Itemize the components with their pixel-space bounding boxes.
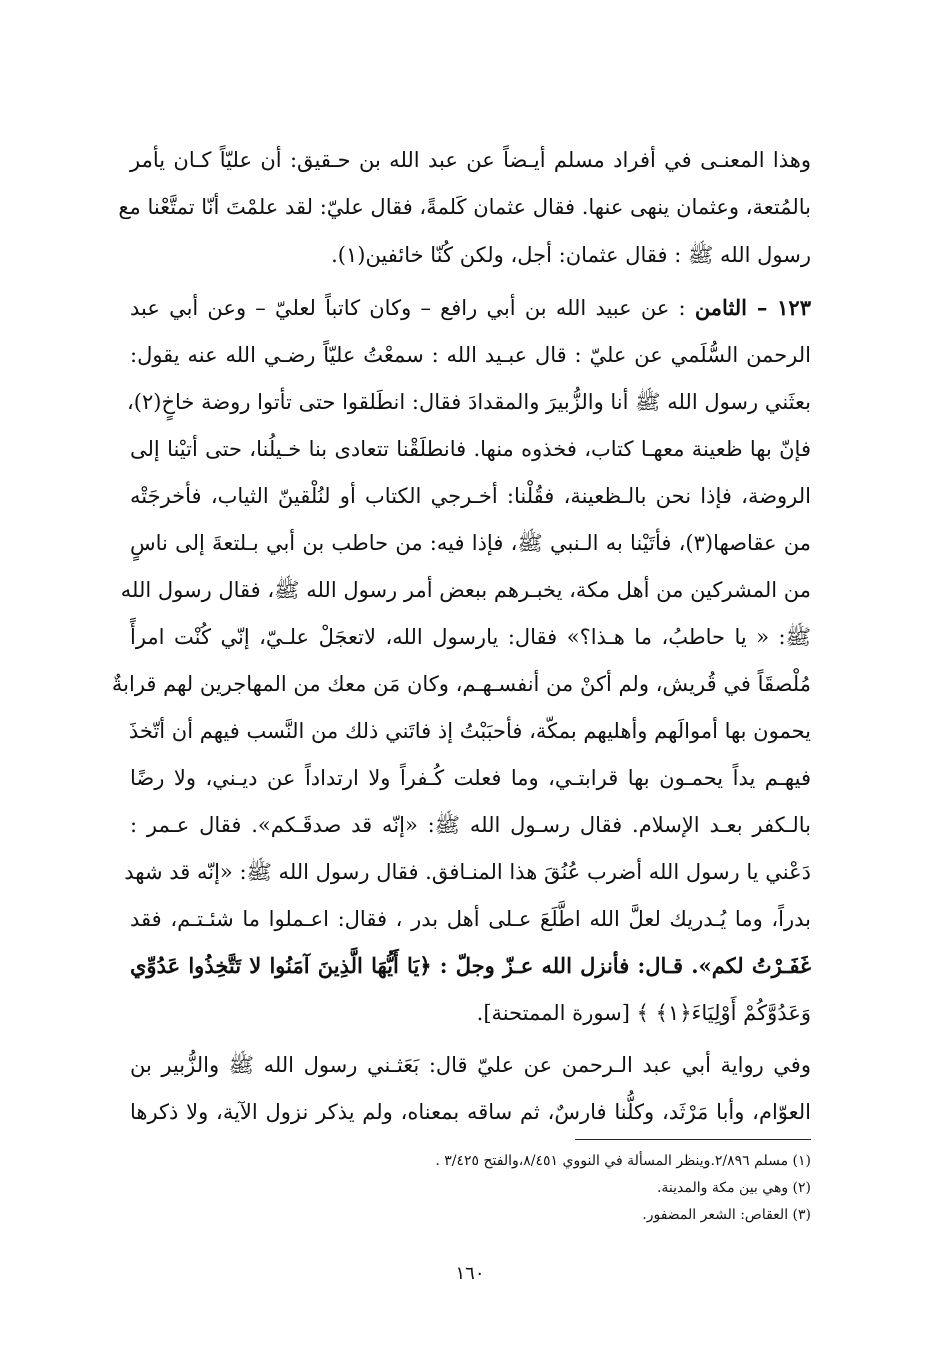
- page-number: ١٦٠: [455, 1263, 485, 1284]
- text-line: فيهـم يداً يحمـون بها قرابتـي، وما فعلت كُـفراً ولا ارتداداً عن ديـني، ولا رضًا: [130, 766, 811, 790]
- text-line: الرحمن السُّلَمي عن عليّ : قال عبـيد الله : سمعْتُ عليّاً رضـي الله عنه يقول:: [130, 343, 811, 367]
- quran-verse-line: وَعَدُوَّكُمْ أَوْلِيَاءَ﴿١﴾ ﴾ [سورة الممتحنة].: [476, 1001, 811, 1025]
- hadith-number: ١٢٣ – الثامن: [694, 295, 811, 320]
- text-line: [130, 291, 811, 325]
- text-line: بالمُتعة، وعثمان ينهى عنها. فقال عثمان كَلمةً، فقال عليّ: لقد علمْتَ أنّا تمتَّعْنا مع: [118, 195, 811, 219]
- text-line: من المشركين من أهل مكة، يخبـرهم ببعض أمر رسول الله ﷺ، فقال رسول الله: [120, 578, 811, 602]
- footnote: (١) مسلم ٢/٨٩٦.وينظر المسألة في النووي ٨/٤٥١،والفتح ٣/٤٢٥ .: [435, 1153, 811, 1169]
- text-line: دَعْني يا رسول الله أضرب عُنُقَ هذا المنـافق. فقال رسول الله ﷺ: «إنّه قد شهد: [124, 860, 811, 884]
- text-line: بالـكفر بعـد الإسلام. فقال رسـول الله ﷺ: «إنّه قد صدقَـكم». فقال عـمر :: [130, 813, 811, 837]
- text-line: من عقاصها(٣)، فأتَيْنا به الـنبي ﷺ، فإذا فيه: من حاطب بن أبي بـلتعةَ إلى ناسٍ: [130, 531, 812, 555]
- text-line: فإنّ بها ظعينة معهـا كتاب، فخذوه منها. فانطلَقْنا تتعادى بنا خـيلُنا، حتى أتيْنا إلى: [130, 437, 811, 461]
- footnote: (٣) العقاص: الشعر المضفور.: [642, 1207, 811, 1223]
- text-line: ﷺ: « يا حاطبُ، ما هـذا؟» فقال: يارسول الله، لاتعجَلْ علـيّ، إنّي كُنْت امرأً: [130, 625, 811, 649]
- text-span: : عن عبيد الله بن أبي رافع – وكان كاتباً لعليّ – وعن أبي عبد: [130, 296, 686, 320]
- footnote: (٢) وهي بين مكة والمدينة.: [656, 1180, 811, 1196]
- text-line: وفي رواية أبي عبد الـرحمن عن عليّ قال: بَعَثـني رسول الله ﷺ والزُّبير بن: [130, 1053, 811, 1077]
- text-line: وهذا المعنـى في أفراد مسلم أيـضاً عن عبد الله بن حـقيق: أن عليّاً كـان يأمر: [130, 148, 811, 172]
- text-line: بعثَني رسول الله ﷺ أنا والزُّبيرَ والمقدادَ فقال: انطَلقوا حتى تأتوا روضة خاخٍ(٢)،: [127, 390, 811, 414]
- text-line: رسول الله ﷺ : فقال عثمان: أجل، ولكن كُنّا خائفين(١).: [331, 243, 811, 267]
- text-line: الروضة، فإذا نحن بالـظعينة، فقُلْنا: أخـرجي الكتاب أو لنُلْقينّ الثياب، فأخرجَتْه: [130, 484, 811, 508]
- text-line: بدراً، وما يُـدريك لعلَّ الله اطَّلَعَ عـلى أهل بدر ، فقال: اعـملوا ما شئـتـم، فقد: [130, 907, 811, 931]
- quran-verse-line: غَفَـرْتُ لكم». قـال: فأنزل الله عـزّ وجلّ : ﴿يَا أَيُّهَا الَّذِينَ آمَنُوا لا تَتَّخِذُوا عَدُوِّي: [130, 953, 811, 978]
- text-line: العوّام، وأبا مَرْثَد، وكلُّنا فارسٌ، ثم ساقه بمعناه، ولم يذكر نزول الآية، ولا ذكرها: [130, 1100, 811, 1124]
- footnote-separator: [575, 1139, 811, 1140]
- text-line: يحمون بها أموالَهم وأهليهم بمكّة، فأحبَبْتُ إذ فاتَني ذلك من النَّسب فيهم أن أتّخذَ: [128, 719, 811, 743]
- text-line: مُلْصقَاً في قُريش، ولم أكنْ من أنفسـهـم، وكان مَن معك من المهاجرين لهم قرابةٌ: [111, 672, 811, 696]
